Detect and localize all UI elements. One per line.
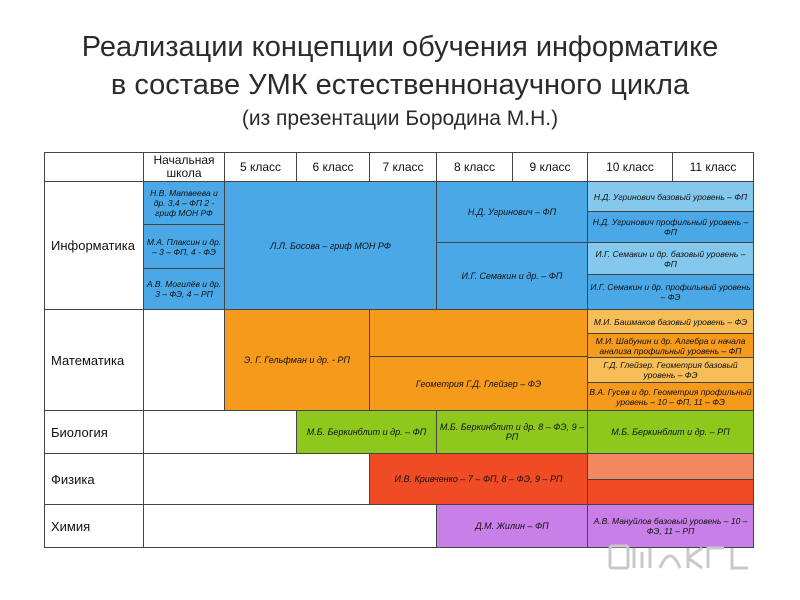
header-grade-5: 5 класс bbox=[224, 152, 297, 182]
math-hs-gleizer-geometry: Г.Д. Глейзер. Геометрия базовый уровень – ФЭ bbox=[587, 357, 754, 383]
informatics-bosova: Л.Л. Босова – гриф МОН РФ bbox=[224, 181, 437, 310]
biology-primary-5-empty bbox=[143, 410, 297, 454]
curriculum-table bbox=[44, 152, 754, 548]
informatics-hs-semakin-base: И.Г. Семакин и др. базовый уровень – ФП bbox=[587, 242, 754, 275]
math-hs-shabunin: М.И. Шабунин и др. Алгебра и начала анализа профильный уровень – ФП bbox=[587, 333, 754, 358]
biology-grade-8-9: М.Б. Беркинблит и др. 8 – ФЭ, 9 – РП bbox=[436, 410, 588, 454]
title-line-1: Реализации концепции обучения информатике bbox=[81, 31, 719, 63]
informatics-primary-mogilev: А.В. Могилёв и др. 3 – ФЭ, 4 – РП bbox=[143, 268, 225, 310]
math-hs-bashmakov: М.И. Башмаков базовый уровень – ФЭ bbox=[587, 309, 754, 334]
informatics-hs-ugrinovich-base: Н.Д. Угринович базовый уровень – ФП bbox=[587, 181, 754, 212]
physics-hs-10 bbox=[587, 453, 754, 480]
informatics-ugrinovich-8-9: Н.Д. Угринович – ФП bbox=[436, 181, 588, 243]
physics-krivchenko-7-9: И.В. Кривченко – 7 – ФП, 8 – ФЭ, 9 – РП bbox=[369, 453, 588, 505]
watermark-logo-icon bbox=[604, 538, 754, 578]
header-grade-8: 8 класс bbox=[436, 152, 513, 182]
informatics-primary-matveeva: Н.В. Матвеева и др. 3,4 – ФП 2 - гриф МОН РФ bbox=[143, 181, 225, 225]
row-label-biology: Биология bbox=[44, 410, 144, 454]
row-label-math: Математика bbox=[44, 309, 144, 411]
math-grade-7-9-algebra bbox=[369, 309, 588, 357]
header-grade-7: 7 класс bbox=[369, 152, 437, 182]
header-primary: Начальная школа bbox=[143, 152, 225, 182]
row-label-physics: Физика bbox=[44, 453, 144, 505]
physics-hs-11 bbox=[587, 479, 754, 505]
math-hs-gusev-geometry: В.А. Гусев и др. Геометрия профильный уровень – 10 – ФП, 11 – ФЭ bbox=[587, 382, 754, 411]
math-geometry-gleizer: Геометрия Г.Д. Глейзер – ФЭ bbox=[369, 356, 588, 411]
header-grade-11: 11 класс bbox=[672, 152, 754, 182]
biology-hs: М.Б. Беркинблит и др. – РП bbox=[587, 410, 754, 454]
row-label-chemistry: Химия bbox=[44, 504, 144, 548]
chemistry-zhilin-8-9: Д.М. Жилин – ФП bbox=[436, 504, 588, 548]
title-subtitle: (из презентации Бородина М.Н.) bbox=[241, 107, 559, 130]
header-grade-6: 6 класс bbox=[296, 152, 370, 182]
informatics-hs-ugrinovich-profile: Н.Д. Угринович профильный уровень – ФП bbox=[587, 211, 754, 243]
header-grade-9: 9 класс bbox=[512, 152, 588, 182]
chemistry-hs-manuilov: А.В. Мануйлов базовый уровень – 10 – ФЭ, 11 – РП bbox=[587, 504, 754, 548]
row-label-informatics: Информатика bbox=[44, 181, 144, 310]
physics-primary-6-empty bbox=[143, 453, 370, 505]
biology-grade-6-7: М.Б. Беркинблит и др. – ФП bbox=[296, 410, 437, 454]
math-primary-empty bbox=[143, 309, 225, 411]
informatics-primary-plaksin: М.А. Плаксин и др. – 3 – ФП, 4 - ФЭ bbox=[143, 224, 225, 269]
chemistry-primary-7-empty bbox=[143, 504, 437, 548]
math-gelfman: Э. Г. Гельфман и др. - РП bbox=[224, 309, 370, 411]
informatics-semakin-8-9: И.Г. Семакин и др. – ФП bbox=[436, 242, 588, 310]
slide-title bbox=[0, 28, 800, 134]
title-line-2: в составе УМК естественнонаучного цикла bbox=[110, 69, 690, 101]
header-empty-cell bbox=[44, 152, 144, 182]
header-grade-10: 10 класс bbox=[587, 152, 673, 182]
informatics-hs-semakin-profile: И.Г. Семакин и др. профильный уровень – ФЭ bbox=[587, 274, 754, 310]
